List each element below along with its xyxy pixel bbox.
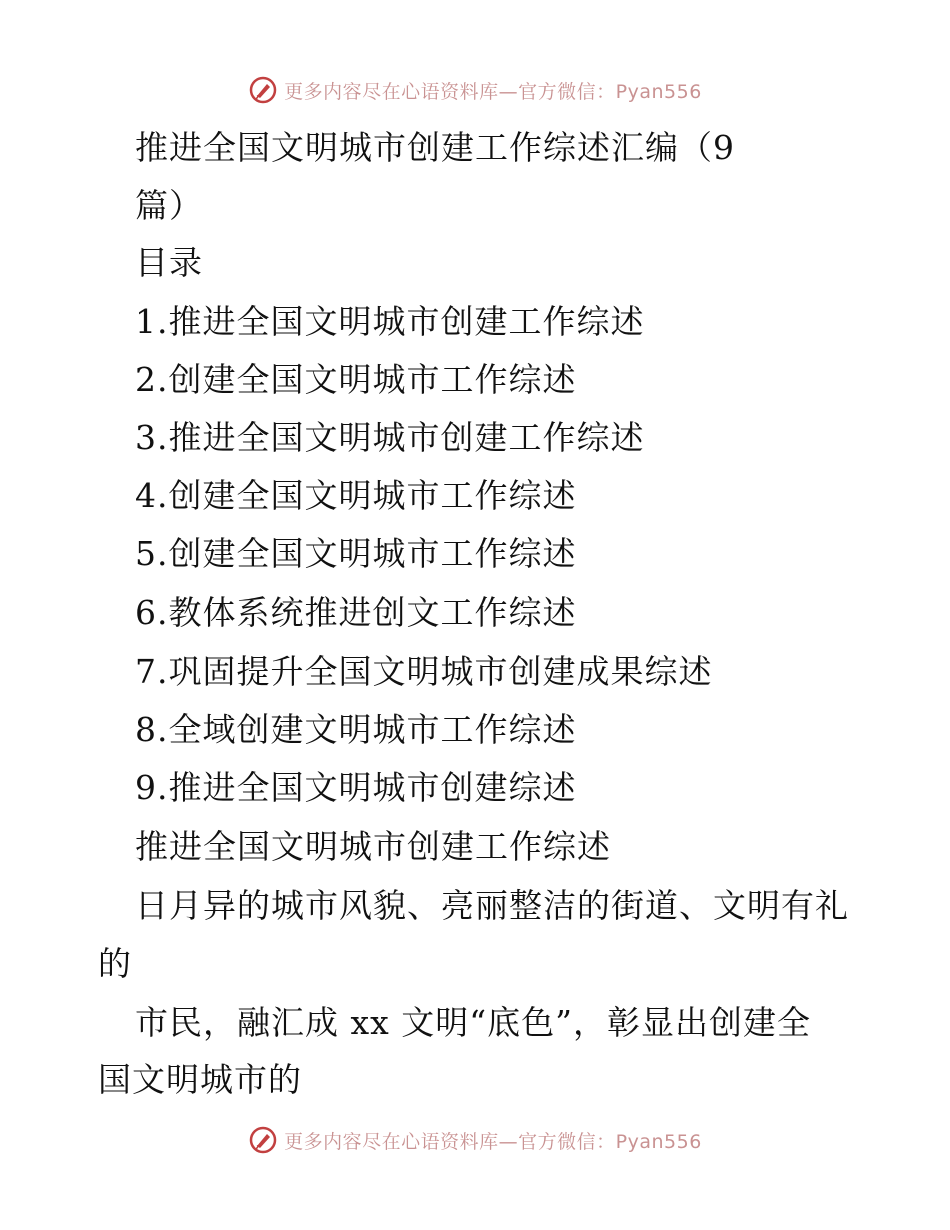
watermark-group bbox=[248, 75, 702, 105]
pen-logo-icon bbox=[248, 75, 278, 105]
footer-watermark-banner bbox=[0, 1120, 950, 1160]
body-paragraph-line-4: 国文明城市的 bbox=[98, 1060, 302, 1099]
header-watermark-banner bbox=[0, 70, 950, 110]
body-paragraph-line-3: 市民，融汇成 xx 文明“底色”，彰显出创建全 bbox=[135, 1003, 811, 1042]
toc-item-1: 1.推进全国文明城市创建工作综述 bbox=[135, 302, 645, 341]
toc-item-4: 4.创建全国文明城市工作综述 bbox=[135, 476, 577, 515]
watermark-text: 更多内容尽在心语资料库—官方微信：Pyan556 bbox=[284, 80, 702, 103]
toc-item-3: 3.推进全国文明城市创建工作综述 bbox=[135, 418, 645, 457]
body-paragraph-line-2: 的 bbox=[98, 944, 132, 983]
toc-item-9: 9.推进全国文明城市创建综述 bbox=[135, 768, 577, 807]
toc-item-2: 2.创建全国文明城市工作综述 bbox=[135, 360, 577, 399]
toc-item-7: 7.巩固提升全国文明城市创建成果综述 bbox=[135, 652, 713, 691]
pen-logo-icon bbox=[248, 1125, 278, 1155]
toc-item-6: 6.教体系统推进创文工作综述 bbox=[135, 593, 577, 632]
watermark-group bbox=[248, 1125, 702, 1155]
watermark-text: 更多内容尽在心语资料库—官方微信：Pyan556 bbox=[284, 1130, 702, 1153]
document-title-line-1: 推进全国文明城市创建工作综述汇编（9 bbox=[135, 128, 735, 167]
toc-heading: 目录 bbox=[135, 243, 203, 282]
toc-item-5: 5.创建全国文明城市工作综述 bbox=[135, 534, 577, 573]
section-heading: 推进全国文明城市创建工作综述 bbox=[135, 827, 611, 866]
document-title-line-2: 篇） bbox=[135, 186, 203, 225]
body-paragraph-line-1: 日月异的城市风貌、亮丽整洁的街道、文明有礼 bbox=[135, 886, 849, 925]
toc-item-8: 8.全域创建文明城市工作综述 bbox=[135, 710, 577, 749]
